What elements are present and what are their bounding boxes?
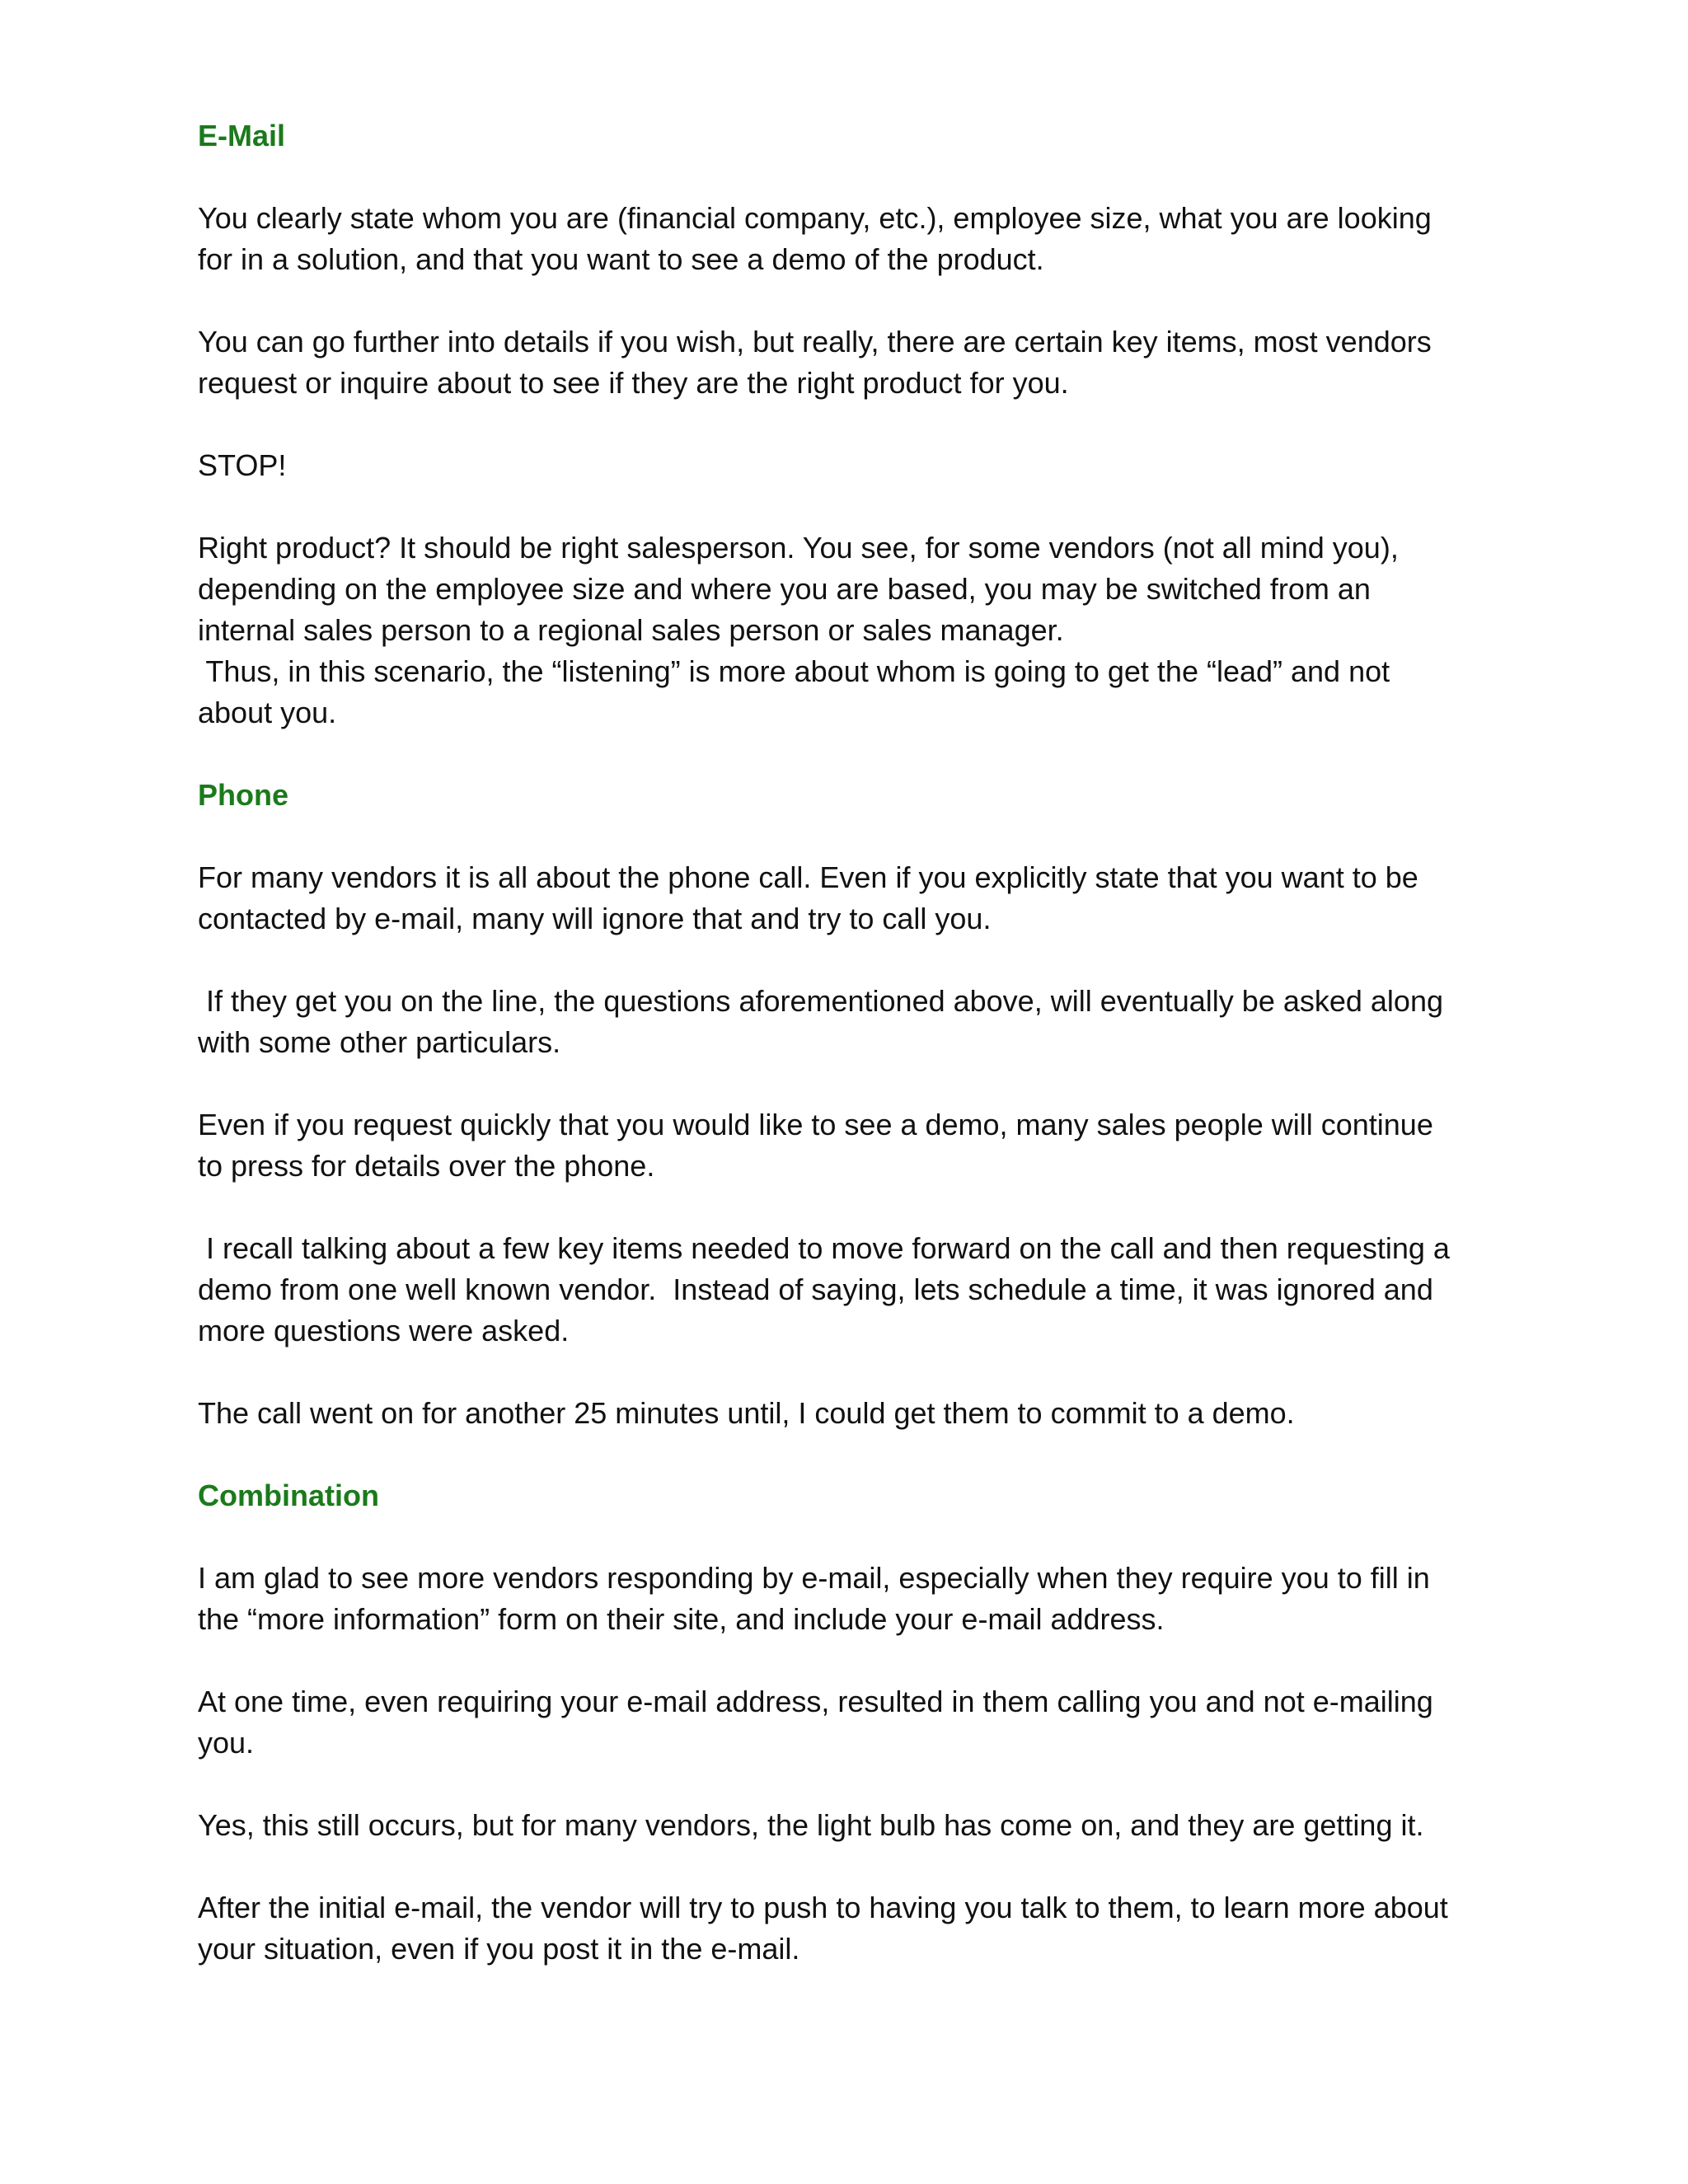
paragraph-line: more questions were asked.: [198, 1314, 570, 1347]
paragraph: [198, 857, 1517, 940]
paragraph-line: You can go further into details if you wish, but really, there are certain key items, most vendors: [198, 325, 1432, 359]
paragraph: [198, 1681, 1517, 1764]
paragraph-line: you.: [198, 1726, 255, 1760]
section-heading-phone: Phone: [198, 778, 289, 812]
paragraph-spacer: [198, 486, 1517, 527]
paragraph: [198, 1228, 1517, 1352]
paragraph-line: Right product? It should be right salesperson. You see, for some vendors (not all mind you),: [198, 531, 1399, 565]
paragraph-spacer: [198, 1352, 1517, 1393]
paragraph-spacer: [198, 816, 1517, 857]
paragraph-line: depending on the employee size and where you are based, you may be switched from an: [198, 572, 1371, 606]
paragraph-spacer: [198, 280, 1517, 321]
paragraph-line: I recall talking about a few key items needed to move forward on the call and then requesting a: [198, 1231, 1450, 1265]
paragraph-spacer: [198, 1846, 1517, 1887]
paragraph-spacer: [198, 1516, 1517, 1558]
paragraph-line: You clearly state whom you are (financial company, etc.), employee size, what you are looking: [198, 201, 1432, 235]
paragraph-spacer: [198, 1063, 1517, 1104]
paragraph-line: After the initial e-mail, the vendor will try to push to having you talk to them, to learn more about: [198, 1891, 1448, 1924]
paragraph-line: request or inquire about to see if they are the right product for you.: [198, 366, 1069, 400]
paragraph-spacer: [198, 940, 1517, 981]
paragraph: [198, 981, 1517, 1063]
paragraph-line: For many vendors it is all about the phone call. Even if you explicitly state that you want to be: [198, 860, 1418, 894]
paragraph-line: contacted by e-mail, many will ignore that and try to call you.: [198, 902, 992, 935]
paragraph-spacer: [198, 1640, 1517, 1681]
paragraph: [198, 1805, 1517, 1846]
section-spacer: [198, 1434, 1517, 1475]
paragraph-line: internal sales person to a regional sales person or sales manager.: [198, 613, 1064, 647]
paragraph: [198, 1887, 1517, 1970]
paragraph: [198, 527, 1517, 733]
paragraph-line: The call went on for another 25 minutes until, I could get them to commit to a demo.: [198, 1396, 1295, 1430]
paragraph-line: to press for details over the phone.: [198, 1149, 655, 1183]
paragraph-spacer: [198, 1764, 1517, 1805]
section-spacer: [198, 733, 1517, 775]
paragraph-line: demo from one well known vendor. Instead of saying, lets schedule a time, it was ignored and: [198, 1272, 1433, 1306]
paragraph-spacer: [198, 404, 1517, 445]
paragraph-line: Thus, in this scenario, the “listening” is more about whom is going to get the “lead” and not: [198, 654, 1390, 688]
paragraph: [198, 1104, 1517, 1187]
paragraph-line: At one time, even requiring your e-mail address, resulted in them calling you and not e-mailing: [198, 1685, 1433, 1718]
paragraph: [198, 198, 1517, 280]
paragraph-line: with some other particulars.: [198, 1025, 561, 1059]
paragraph: [198, 445, 1517, 486]
paragraph-spacer: [198, 1187, 1517, 1228]
document-page: [198, 115, 1517, 1970]
paragraph-line: If they get you on the line, the questions aforementioned above, will eventually be asked along: [198, 984, 1443, 1018]
paragraph-line: Yes, this still occurs, but for many vendors, the light bulb has come on, and they are getting it.: [198, 1808, 1424, 1842]
paragraph: [198, 1393, 1517, 1434]
paragraph-line: STOP!: [198, 448, 287, 482]
paragraph-spacer: [198, 157, 1517, 198]
paragraph: [198, 321, 1517, 404]
paragraph: [198, 1558, 1517, 1640]
paragraph-line: Even if you request quickly that you would like to see a demo, many sales people will continue: [198, 1108, 1433, 1141]
section-heading-combination: Combination: [198, 1479, 379, 1512]
paragraph-line: I am glad to see more vendors responding by e-mail, especially when they require you to fill in: [198, 1561, 1430, 1595]
paragraph-line: your situation, even if you post it in the e-mail.: [198, 1932, 800, 1966]
paragraph-line: about you.: [198, 696, 337, 729]
paragraph-line: for in a solution, and that you want to see a demo of the product.: [198, 242, 1044, 276]
section-heading-e-mail: E-Mail: [198, 119, 286, 152]
paragraph-line: the “more information” form on their site, and include your e-mail address.: [198, 1602, 1165, 1636]
